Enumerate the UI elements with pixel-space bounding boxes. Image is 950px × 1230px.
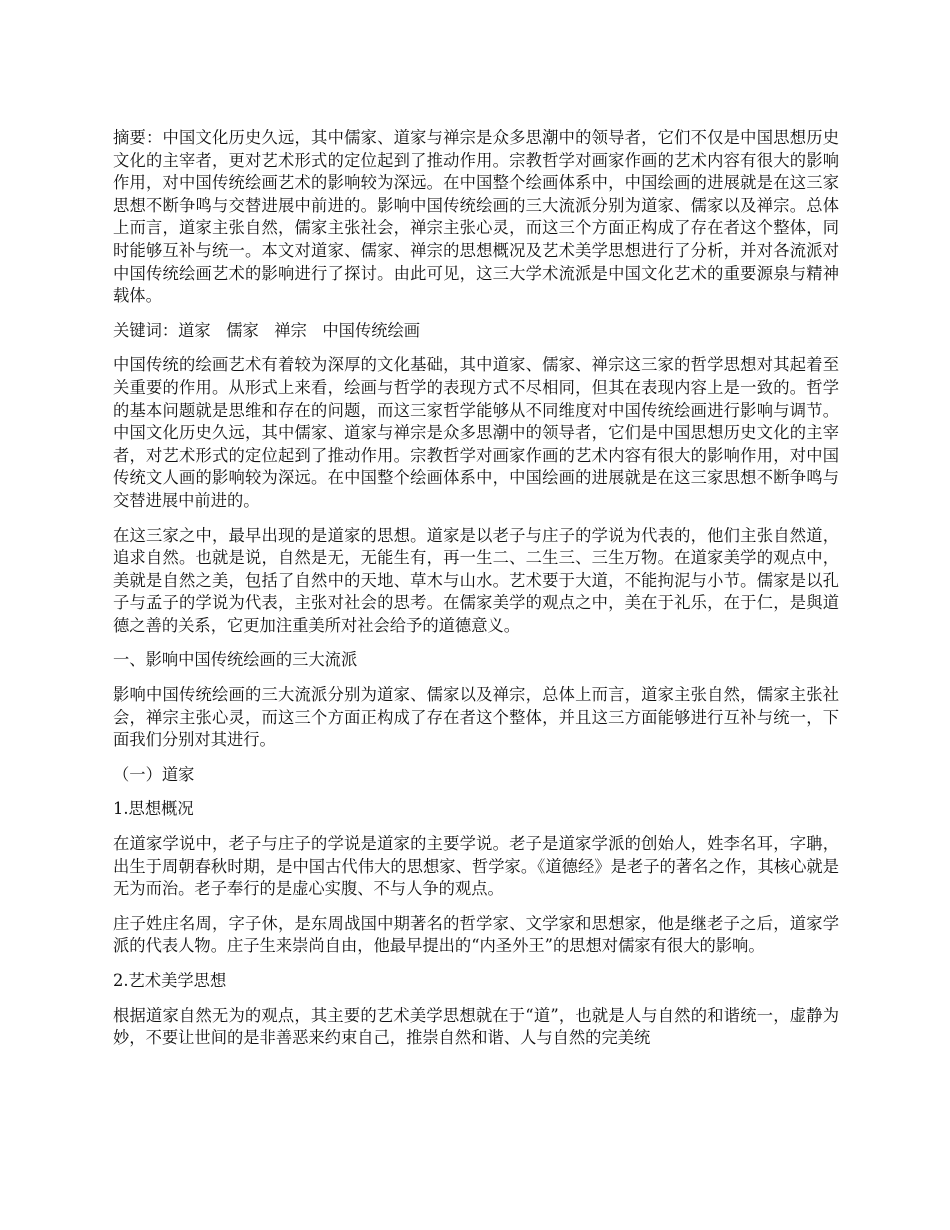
aesthetics-paragraph: 根据道家自然无为的观点，其主要的艺术美学思想就在于“道”，也就是人与自然的和谐统一，虚静为妙，不要让世间的是非善恶来约束自己，推崇自然和谐、人与自然的完美统 [113,1005,839,1048]
zhuangzi-paragraph: 庄子姓庄名周，字子休，是东周战国中期著名的哲学家、文学家和思想家，他是继老子之后，道家学派的代表人物。庄子生来崇尚自由，他最早提出的“内圣外王”的思想对儒家有很大的影响。 [113,913,839,956]
keywords-line: 关键词：道家 儒家 禅宗 中国传统绘画 [113,320,421,340]
intro-paragraph-1: 中国传统的绘画艺术有着较为深厚的文化基础，其中道家、儒家、禅宗这三家的哲学思想对其起着至关重要的作用。从形式上来看，绘画与哲学的表现方式不尽相同，但其在表现内容上是一致的。哲学的基本问题就是思维和存在的问题，而这三家哲学能够从不同维度对中国传统绘画进行影响与调节。中国文化历史久远，其中儒家、道家与禅宗是众多思潮中的领导者，它们是中国思想历史文化的主宰者，对艺术形式的定位起到了推动作用。宗教哲学对画家作画的艺术内容有很大的影响作用，对中国传统文人画的影响较为深远。在中国整个绘画体系中，中国绘画的进展就是在这三家思想不断争鸣与交替进展中前进的。 [113,355,839,510]
section-1-heading: 一、影响中国传统绘画的三大流派 [113,650,358,670]
laozi-paragraph: 在道家学说中，老子与庄子的学说是道家的主要学说。老子是道家学派的创始人，姓李名耳，字聃，出生于周朝春秋时期，是中国古代伟大的思想家、哲学家。《道德经》是老子的著名之作，其核心就是无为而治。老子奉行的是虚心实腹、不与人争的观点。 [113,834,839,899]
abstract-paragraph: 摘要：中国文化历史久远，其中儒家、道家与禅宗是众多思潮中的领导者，它们不仅是中国思想历史文化的主宰者，更对艺术形式的定位起到了推动作用。宗教哲学对画家作画的艺术内容有很大的影响作用，对中国传统绘画艺术的影响较为深远。在中国整个绘画体系中，中国绘画的进展就是在这三家思想不断争鸣与交替进展中前进的。影响中国传统绘画的三大流派分别为道家、儒家以及禅宗。总体上而言，道家主张自然，儒家主张社会，禅宗主张心灵，而这三个方面正构成了存在者这个整体，同时能够互补与统一。本文对道家、儒家、禅宗的思想概况及艺术美学思想进行了分析，并对各流派对中国传统绘画艺术的影响进行了探讨。由此可见，这三大学术流派是中国文化艺术的重要源泉与精神载体。 [113,128,839,306]
intro-paragraph-2: 在这三家之中，最早出现的是道家的思想。道家是以老子与庄子的学说为代表的，他们主张自然道，追求自然。也就是说，自然是无，无能生有，再一生二、二生三、三生万物。在道家美学的观点中，美就是自然之美，包括了自然中的天地、草木与山水。艺术要于大道，不能拘泥与小节。儒家是以孔子与孟子的学说为代表，主张对社会的思考。在儒家美学的观点之中，美在于礼乐，在于仁，是與道德之善的关系，它更加注重美所对社会给予的道德意义。 [113,525,839,635]
subsection-daoism-heading: （一）道家 [113,764,195,784]
section-1-paragraph: 影响中国传统绘画的三大流派分别为道家、儒家以及禅宗，总体上而言，道家主张自然，儒家主张社会，禅宗主张心灵，而这三个方面正构成了存在者这个整体，并且这三方面能够进行互补与统一，下面我们分别对其进行。 [113,685,839,750]
aesthetics-heading: 2.艺术美学思想 [113,971,227,990]
document-body [113,127,839,1062]
thought-overview-heading: 1.思想概况 [113,799,194,819]
